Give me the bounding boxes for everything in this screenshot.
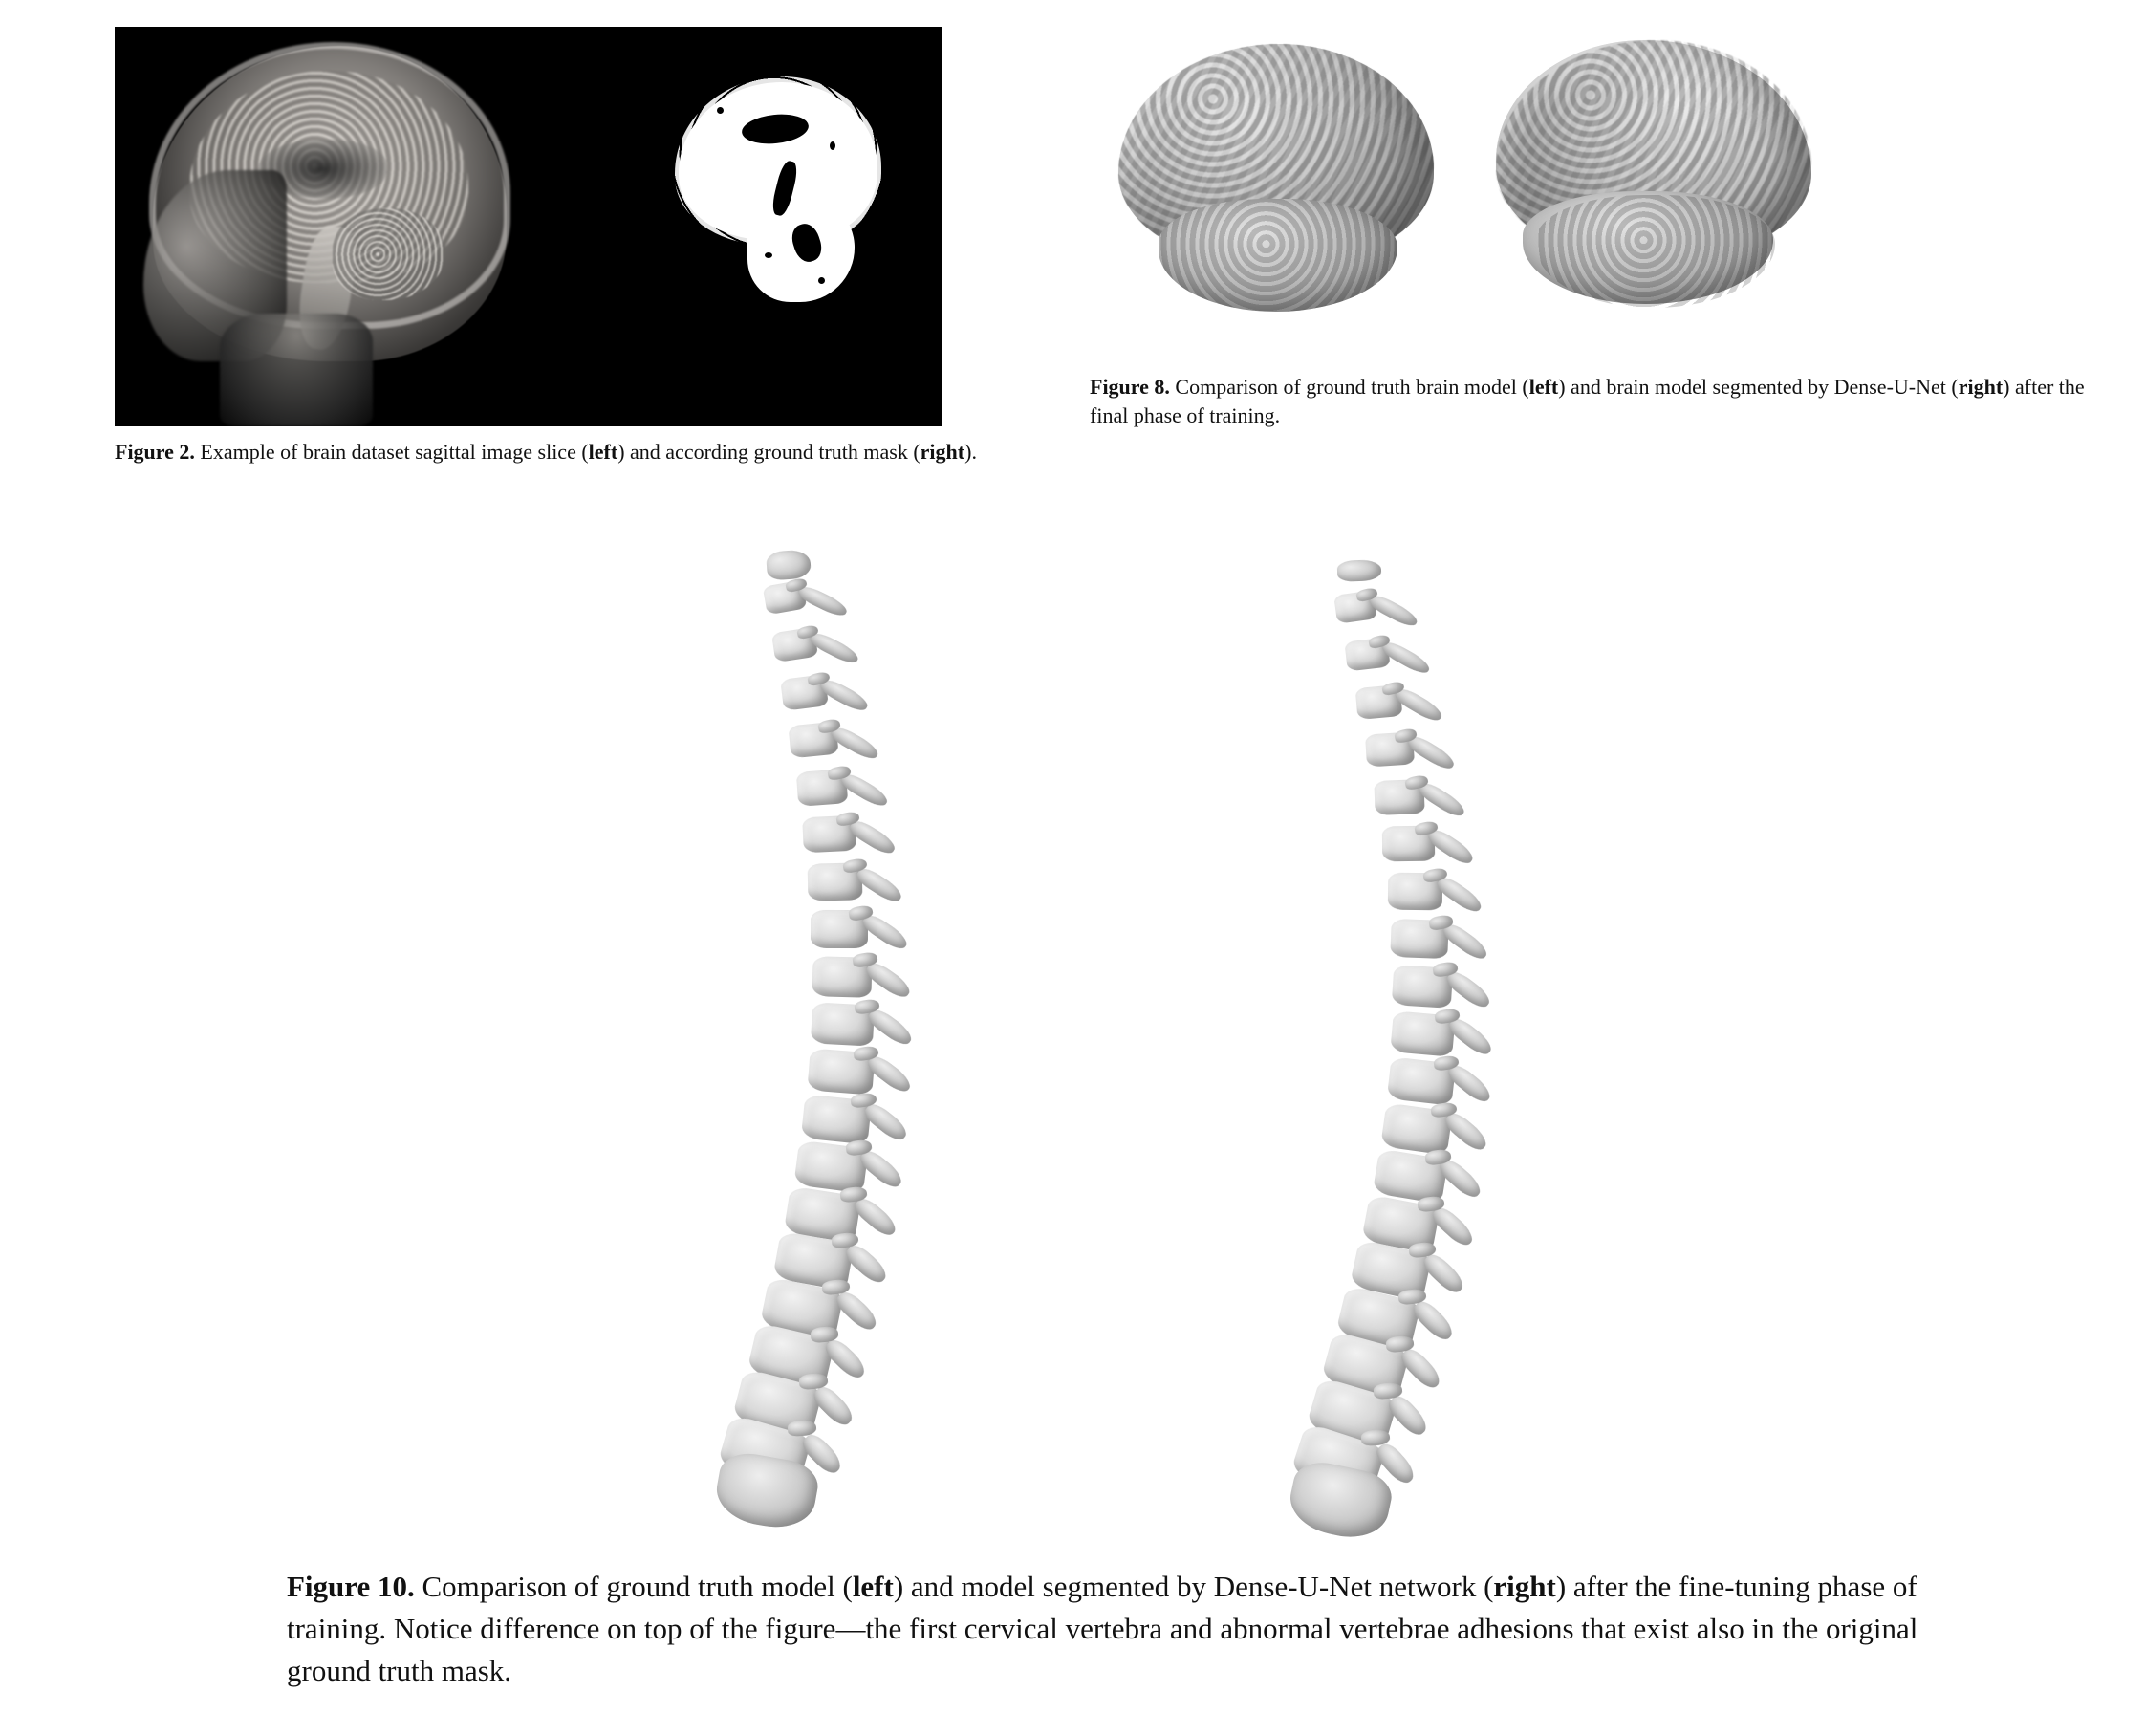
figure-8-caption-mid: ) and brain model segmented by Dense-U-Net ( [1558,375,1959,399]
sagittal-mri-slice [115,27,650,426]
brain-model-dense-u-net [1477,31,1840,336]
figure-10 [0,535,2145,1688]
figure-8-caption-end: ) after the final phase of training. [1090,375,2085,428]
figure-8-caption [1090,373,2105,431]
mask-speck [717,107,724,114]
figure-8-caption-text: Comparison of ground truth brain model ( [1169,375,1529,399]
mask-speck [765,252,772,258]
figure-10-caption-bold-right: right [1493,1570,1556,1603]
first-cervical-vertebra [766,549,812,580]
mask-speck [830,141,835,150]
spine-model-ground-truth [669,545,985,1539]
figure-10-image-row [0,535,2145,1549]
figure-10-caption-label: Figure 10. [287,1570,415,1603]
figure-2-caption-label: Figure 2. [115,440,195,464]
figure-2-caption-bold-left: left [588,440,618,464]
figure-2-caption-mid: ) and according ground truth mask ( [618,440,921,464]
figure-2-caption-text: Example of brain dataset sagittal image slice ( [194,440,589,464]
figure-10-caption-end: ) after the fine-tuning phase of training. Notice difference on top of the figure—the first cervical vertebra and abnormal vertebrae adhesions that exist also in the original ground truth mask. [287,1570,1918,1688]
figure-2-caption-bold-right: right [920,440,965,464]
figure-8-caption-bold-right: right [1958,375,2004,399]
figure-8-caption-bold-left: left [1528,375,1559,399]
mri-neck-region [220,314,373,426]
brain-temporal-texture [1159,199,1398,312]
figure-8-caption-label: Figure 8. [1090,375,1170,399]
first-cervical-vertebra-segmented [1336,559,1381,582]
figure-8-image-row [1090,21,2103,375]
figure-2-caption [115,438,1157,467]
figure-10-caption-text: Comparison of ground truth model ( [414,1570,853,1603]
spine-model-dense-u-net [1243,554,1558,1549]
figure-10-caption [287,1566,1969,1692]
figure-2-image-row [115,27,942,426]
figure-10-caption-mid: ) and model segmented by Dense-U-Net network ( [893,1570,1494,1603]
ground-truth-mask [650,27,942,426]
figure-10-caption-bold-left: left [852,1570,894,1603]
figure-8 [1090,21,2103,428]
figure-2-caption-end: ). [964,440,977,464]
figure-2 [115,27,1071,467]
mask-speck [818,277,825,284]
brain-model-ground-truth [1099,34,1462,340]
brain-temporal-texture [1536,195,1775,308]
